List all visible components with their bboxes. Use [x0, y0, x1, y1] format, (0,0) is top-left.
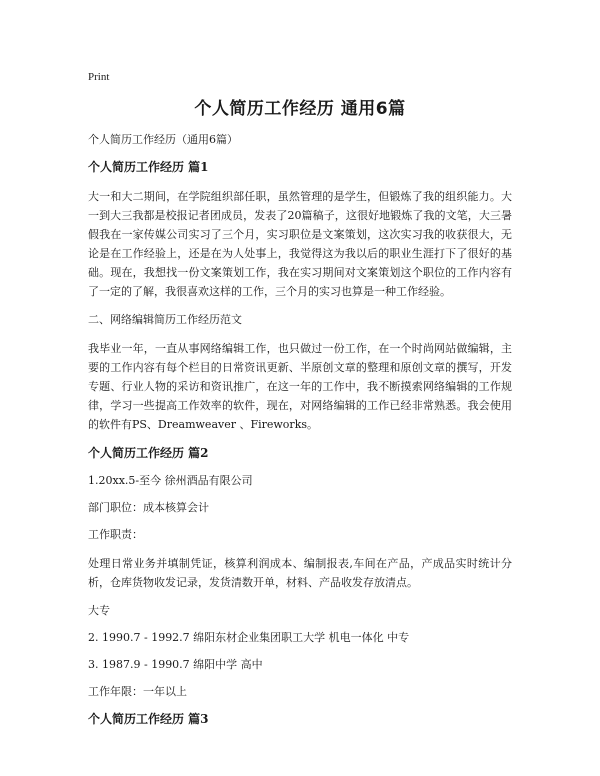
section-1-paragraph-2: 我毕业一年，一直从事网络编辑工作，也只做过一份工作，在一个时尚网站做编辑，主要的工作内容有每个栏目的日常资讯更新、半原创文章的整理和原创文章的撰写，开发专题、行业人物的采访和资讯推广，在这一年的工作中，我不断摸索网络编辑的工作规律，学习一些提高工作效率的软件，现在，对网络编辑的工作已经非常熟悉。我会使用的软件有PS、Dreamweaver 、Fireworks。	[88, 342, 512, 431]
section-2-line-7: 工作年限：一年以上	[88, 685, 187, 698]
document-title: 个人简历工作经历 通用6篇	[194, 99, 406, 119]
section-2-line-4: 大专	[88, 604, 110, 617]
section-2-line-1: 1.20xx.5-至今 徐州酒品有限公司	[88, 474, 253, 487]
section-2-line-2: 部门职位：成本核算会计	[88, 501, 209, 514]
section-2-line-5: 2. 1990.7 - 1992.7 绵阳东材企业集团职工大学 机电一体化 中专	[88, 631, 410, 644]
section-2-line-6: 3. 1987.9 - 1990.7 绵阳中学 高中	[88, 658, 263, 671]
section-1-subheading: 二、网络编辑简历工作经历范文	[88, 313, 242, 326]
section-2-paragraph-1: 处理日常业务并填制凭证，核算利润成本、编制报表,车间在产品，产成品实时统计分析，仓库货物收发记录，发货清数开单，材料、产品收发存放清点。	[88, 557, 512, 589]
document-subtitle: 个人简历工作经历（通用6篇）	[88, 133, 238, 146]
section-2-heading: 个人简历工作经历 篇2	[88, 446, 209, 460]
section-1-heading: 个人简历工作经历 篇1	[88, 160, 209, 174]
section-3-heading: 个人简历工作经历 篇3	[88, 712, 209, 726]
print-label[interactable]: Print	[88, 71, 110, 83]
section-1-paragraph-1: 大一和大二期间，在学院组织部任职，虽然管理的是学生，但锻炼了我的组织能力。大一到大三我都是校报记者团成员，发表了20篇稿子，这很好地锻炼了我的文笔，大三暑假我在一家传媒公司实习了三个月，实习职位是文案策划，这次实习我的收获很大，无论是在工作经验上，还是在为人处事上，我觉得这为我以后的职业生涯打下了很好的基础。现在，我想找一份文案策划工作，我在实习期间对文案策划这个职位的工作内容有了一定的了解，我很喜欢这样的工作，三个月的实习也算是一种工作经验。	[88, 190, 512, 298]
section-2-line-3: 工作职责：	[88, 528, 143, 541]
